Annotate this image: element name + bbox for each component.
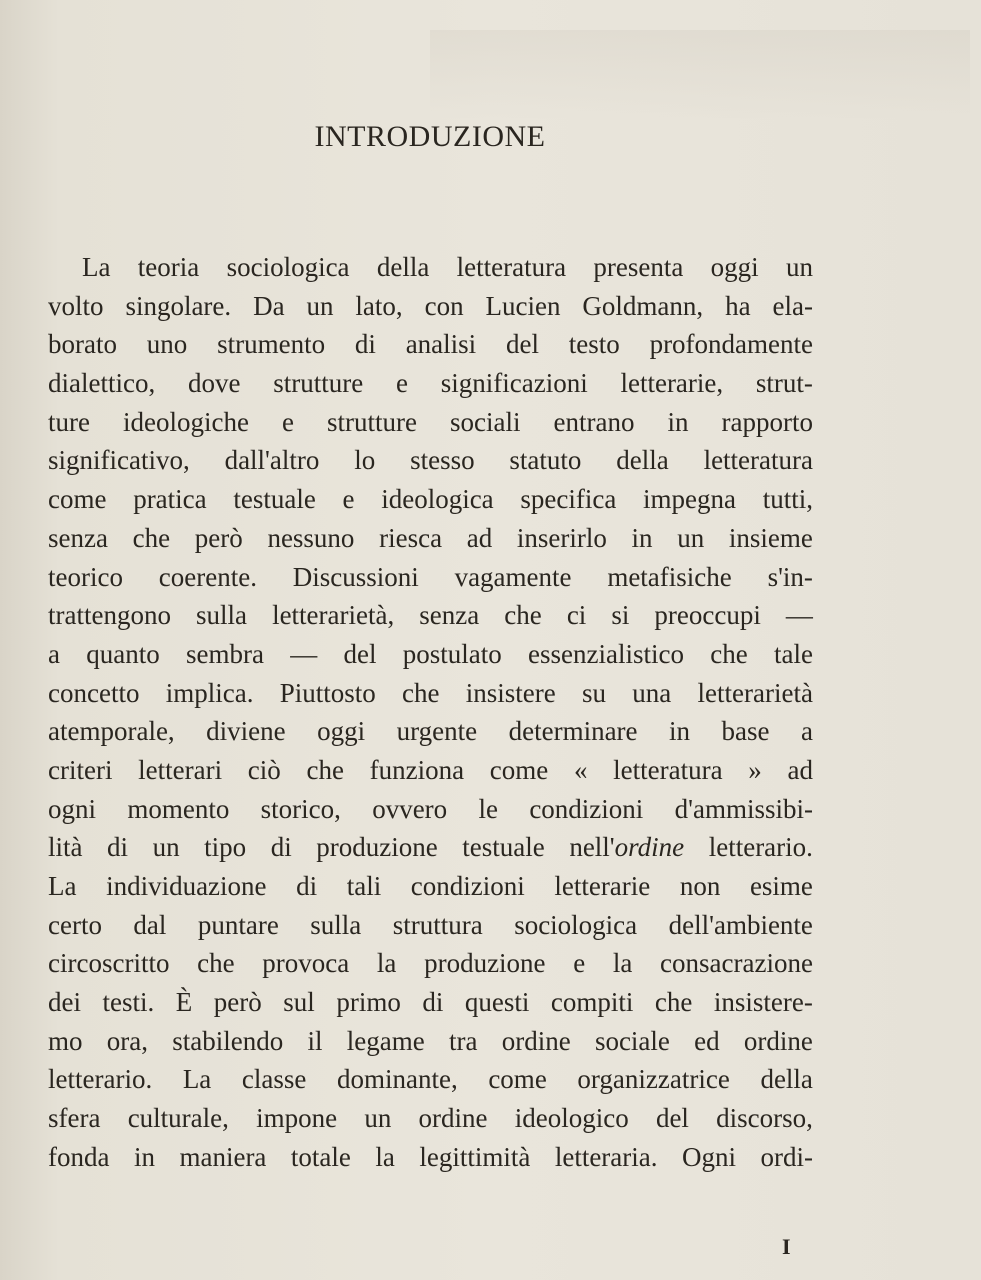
show-through-shadow — [430, 30, 970, 120]
chapter-title-text: INTRODUZIONE — [314, 120, 546, 153]
text-line: ogni momento storico, ovvero le condizioni d'ammissibi- — [48, 793, 813, 824]
text-line: volto singolare. Da un lato, con Lucien Goldmann, ha ela- — [48, 290, 813, 321]
text-line: significativo, dall'altro lo stesso statuto della letteratura — [48, 445, 813, 476]
text-line: mo ora, stabilendo il legame tra ordine sociale ed ordine — [48, 1025, 813, 1056]
text-line: come pratica testuale e ideologica specifica impegna tutti, — [48, 484, 813, 515]
text-line: atemporale, diviene oggi urgente determinare in base a — [48, 716, 813, 747]
text-line: dei testi. È però sul primo di questi compiti che insistere- — [48, 987, 813, 1018]
text-line: letterario. La classe dominante, come organizzatrice della — [48, 1064, 813, 1095]
text-line: sfera culturale, impone un ordine ideologico del discorso, — [48, 1103, 813, 1134]
text-line: teorico coerente. Discussioni vagamente metafisiche s'in- — [48, 561, 813, 592]
text-line: criteri letterari ciò che funziona come « letteratura » ad — [48, 754, 813, 785]
text-line: La individuazione di tali condizioni letterarie non esime — [48, 871, 813, 901]
text-line: trattengono sulla letterarietà, senza che ci si preoccupi — — [48, 600, 813, 631]
text-line: La teoria sociologica della letteratura presenta oggi un — [82, 252, 813, 282]
text-line: ture ideologiche e strutture sociali entrano in rapporto — [48, 406, 813, 437]
text-line: certo dal puntare sulla struttura sociologica dell'ambiente — [48, 909, 813, 940]
text-line: borato uno strumento di analisi del testo profondamente — [48, 329, 813, 360]
body-paragraph — [48, 248, 813, 1177]
text-line: concetto implica. Piuttosto che insistere su una letterarietà — [48, 677, 813, 708]
text-line: circoscritto che provoca la produzione e la consacrazione — [48, 948, 813, 979]
text-line: dialettico, dove strutture e significazioni letterarie, strut- — [48, 368, 813, 399]
page-number: I — [782, 1234, 791, 1259]
text-line: lità di un tipo di produzione testuale nell'ordine letterario. — [48, 832, 813, 863]
chapter-title — [0, 120, 860, 154]
text-line: senza che però nessuno riesca ad inserirlo in un insieme — [48, 522, 813, 553]
text-line: fonda in maniera totale la legittimità letteraria. Ogni ordi- — [48, 1141, 813, 1172]
text-line: a quanto sembra — del postulato essenzialistico che tale — [48, 638, 813, 669]
